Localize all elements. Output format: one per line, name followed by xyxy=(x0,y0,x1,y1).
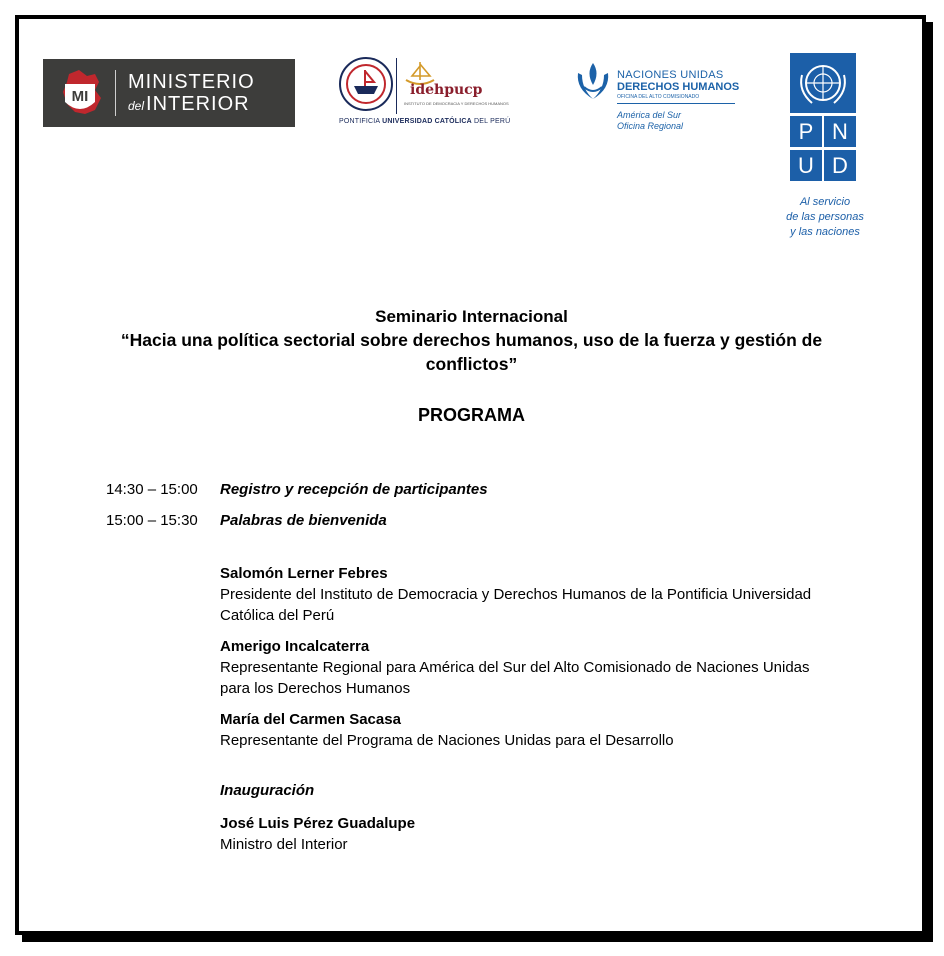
schedule-time-1: 14:30 – 15:00 xyxy=(106,481,198,498)
speaker-2-role-line1: Representante Regional para América del Sur del Alto Comisionado de Naciones Unidas xyxy=(220,659,810,676)
seminar-title-line3: conflictos” xyxy=(425,354,518,374)
speaker-1-role-line1: Presidente del Instituto de Democracia y Derechos Humanos de la Pontificia Universidad xyxy=(220,586,812,603)
speaker-1-name: Salomón Lerner Febres xyxy=(220,565,388,582)
pnud-tagline-1: Al servicio xyxy=(799,196,851,208)
programa-heading: PROGRAMA xyxy=(418,405,525,425)
un-line5: Oficina Regional xyxy=(617,121,684,131)
ministerio-line2-prefix: del xyxy=(128,99,145,113)
pucp-idehpucp-logo xyxy=(336,54,520,136)
speaker-1-role-line2: Católica del Perú xyxy=(220,607,335,624)
speaker-2-role-line2: para los Derechos Humanos xyxy=(220,680,411,697)
ministerio-interior-logo xyxy=(43,59,295,127)
inauguracion-label: Inauguración xyxy=(220,782,315,799)
pnud-letter-p: P xyxy=(790,116,822,147)
pucp-uni-start: PONTIFICIA xyxy=(339,118,380,125)
un-globe-block xyxy=(790,53,856,113)
pnud-letter-d: D xyxy=(824,150,856,181)
un-line2: DERECHOS HUMANOS xyxy=(617,81,740,93)
ministerio-wordmark xyxy=(128,72,255,114)
inauguracion-name: José Luis Pérez Guadalupe xyxy=(220,815,416,832)
schedule-event-2: Palabras de bienvenida xyxy=(220,512,387,529)
inauguracion-role: Ministro del Interior xyxy=(220,836,348,853)
idehpucp-wordmark: idehpucp xyxy=(410,82,483,98)
inauguracion-speaker xyxy=(220,813,830,855)
un-human-rights-logo xyxy=(572,57,742,137)
pucp-uni-bold: UNIVERSIDAD CATÓLICA xyxy=(382,118,472,125)
pnud-tagline-2: de las personas xyxy=(786,211,864,223)
schedule-time-2: 15:00 – 15:30 xyxy=(106,512,198,529)
pnud-letter-n: N xyxy=(824,116,856,147)
un-line4: América del Sur xyxy=(617,110,682,120)
seminar-title xyxy=(60,305,883,376)
seminar-title-line2: “Hacia una política sectorial sobre derechos humanos, uso de la fuerza y gestión de xyxy=(120,330,823,350)
un-flame-laurel-icon xyxy=(572,59,614,105)
pucp-seal-icon xyxy=(338,56,394,112)
speaker-3 xyxy=(220,709,830,751)
schedule-event-1: Registro y recepción de participantes xyxy=(220,481,488,498)
speaker-3-name: María del Carmen Sacasa xyxy=(220,711,401,728)
pnud-tagline xyxy=(770,195,880,240)
ministerio-line1: MINISTERIO xyxy=(128,71,255,93)
speaker-2 xyxy=(220,636,830,699)
pucp-separator xyxy=(396,58,397,114)
logo-separator xyxy=(115,70,116,116)
seminar-title-line1: Seminario Internacional xyxy=(375,307,568,326)
idehpucp-subtitle: INSTITUTO DE DEMOCRACIA Y DERECHOS HUMANOS xyxy=(404,101,509,106)
mi-initials: MI xyxy=(71,88,89,105)
ministerio-line2 xyxy=(128,94,255,114)
un-line1: NACIONES UNIDAS xyxy=(617,69,724,81)
pnud-logo xyxy=(790,53,856,183)
pucp-uni-end: DEL PERÚ xyxy=(474,118,511,125)
speaker-3-role-line1: Representante del Programa de Naciones Unidas para el Desarrollo xyxy=(220,732,674,749)
speaker-2-name: Amerigo Incalcaterra xyxy=(220,638,370,655)
pnud-tagline-3: y las naciones xyxy=(790,226,860,238)
peru-map-shield-icon xyxy=(59,68,103,118)
un-rule xyxy=(617,103,735,104)
ministerio-line2-main: INTERIOR xyxy=(146,93,250,115)
un-line3: OFICINA DEL ALTO COMISIONADO xyxy=(617,94,700,100)
un-globe-icon xyxy=(790,53,856,113)
pnud-letter-u: U xyxy=(790,150,822,181)
speaker-1 xyxy=(220,563,830,626)
pucp-university-name xyxy=(339,118,510,125)
